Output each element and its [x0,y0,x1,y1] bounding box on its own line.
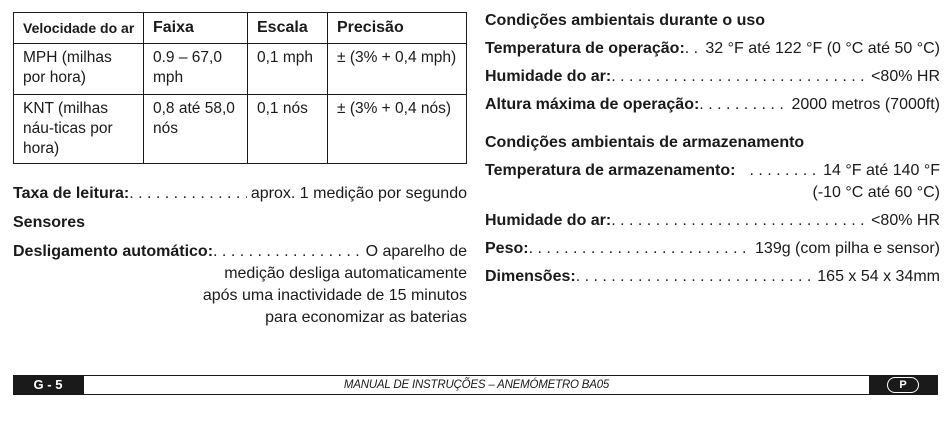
table-header: Precisão [328,13,467,44]
page-number: G - 5 [13,375,83,395]
dot-leader [213,241,362,263]
dimensions-row [485,266,940,288]
max-altitude-label: Altura máxima de operação: [485,96,700,113]
operating-humidity-row [485,66,940,88]
dot-leader [611,66,867,88]
table-cell: ± (3% + 0,4 mph) [328,44,467,95]
auto-off-continuation: após uma inactividade de 15 minutos [202,287,467,304]
dot-leader [685,38,702,60]
dimensions-value: 165 x 54 x 34mm [817,268,940,285]
sensors-heading: Sensores [13,214,86,231]
weight-value: 139g (com pilha e sensor) [755,240,940,257]
operating-temperature-value: 32 °F até 122 °F (0 °C até 50 °C) [705,40,940,57]
language-tab [869,375,938,395]
auto-off-value: O aparelho de [365,243,467,260]
dimensions-label: Dimensões: [485,268,576,285]
auto-off-continuation: para economizar as baterias [265,309,467,326]
table-header-row [14,13,467,44]
table-cell: ± (3% + 0,4 nós) [328,95,467,164]
operating-humidity-value: <80% HR [871,68,940,85]
manual-title: MANUAL DE INSTRUÇÕES – ANEMÓMETRO BA05 [83,375,870,395]
weight-label: Peso: [485,240,529,257]
weight-row [485,238,940,260]
storage-humidity-value: <80% HR [871,212,940,229]
storage-conditions-heading: Condições ambientais de armazenamento [485,134,805,151]
storage-temperature-row [485,160,940,182]
dot-leader [576,266,814,288]
operating-temperature-row [485,38,940,60]
storage-humidity-label: Humidade do ar: [485,212,612,229]
max-altitude-row [485,94,940,116]
table-header: Escala [248,13,328,44]
page-footer [13,375,938,395]
table-header: Faixa [144,13,248,44]
reading-rate-value: aprox. 1 medição por segundo [250,185,467,202]
table-row [14,95,467,164]
max-altitude-value: 2000 metros (7000ft) [791,96,940,113]
reading-rate-row [13,183,467,205]
auto-off-label: Desligamento automático: [13,243,214,260]
table-header: Velocidade do ar [14,13,144,44]
left-column [13,12,467,329]
table-cell: 0,1 mph [248,44,328,95]
dot-leader [129,183,247,205]
storage-temperature-label: Temperatura de armazenamento: [485,162,736,179]
table-cell: 0,1 nós [248,95,328,164]
auto-off-row [13,241,467,263]
table-row [14,44,467,95]
dot-leader [611,210,867,232]
right-column [485,10,940,288]
specifications-table [13,12,467,164]
operating-temperature-label: Temperatura de operação: [485,40,685,57]
dot-leader [699,94,787,116]
storage-humidity-row [485,210,940,232]
auto-off-continuation: medição desliga automaticamente [224,265,467,282]
table-cell: 0,8 até 58,0 nós [144,95,248,164]
storage-temperature-continuation: (-10 °C até 60 °C) [812,184,940,201]
storage-temperature-value: 14 °F até 140 °F [823,162,940,179]
dot-leader [735,160,819,182]
dot-leader [529,238,751,260]
table-cell: 0.9 – 67,0 mph [144,44,248,95]
reading-rate-label: Taxa de leitura: [13,185,130,202]
language-badge: P [887,377,919,393]
table-cell: KNT (milhas náu-ticas por hora) [14,95,144,164]
operating-conditions-heading: Condições ambientais durante o uso [485,12,766,29]
operating-humidity-label: Humidade do ar: [485,68,612,85]
table-cell: MPH (milhas por hora) [14,44,144,95]
